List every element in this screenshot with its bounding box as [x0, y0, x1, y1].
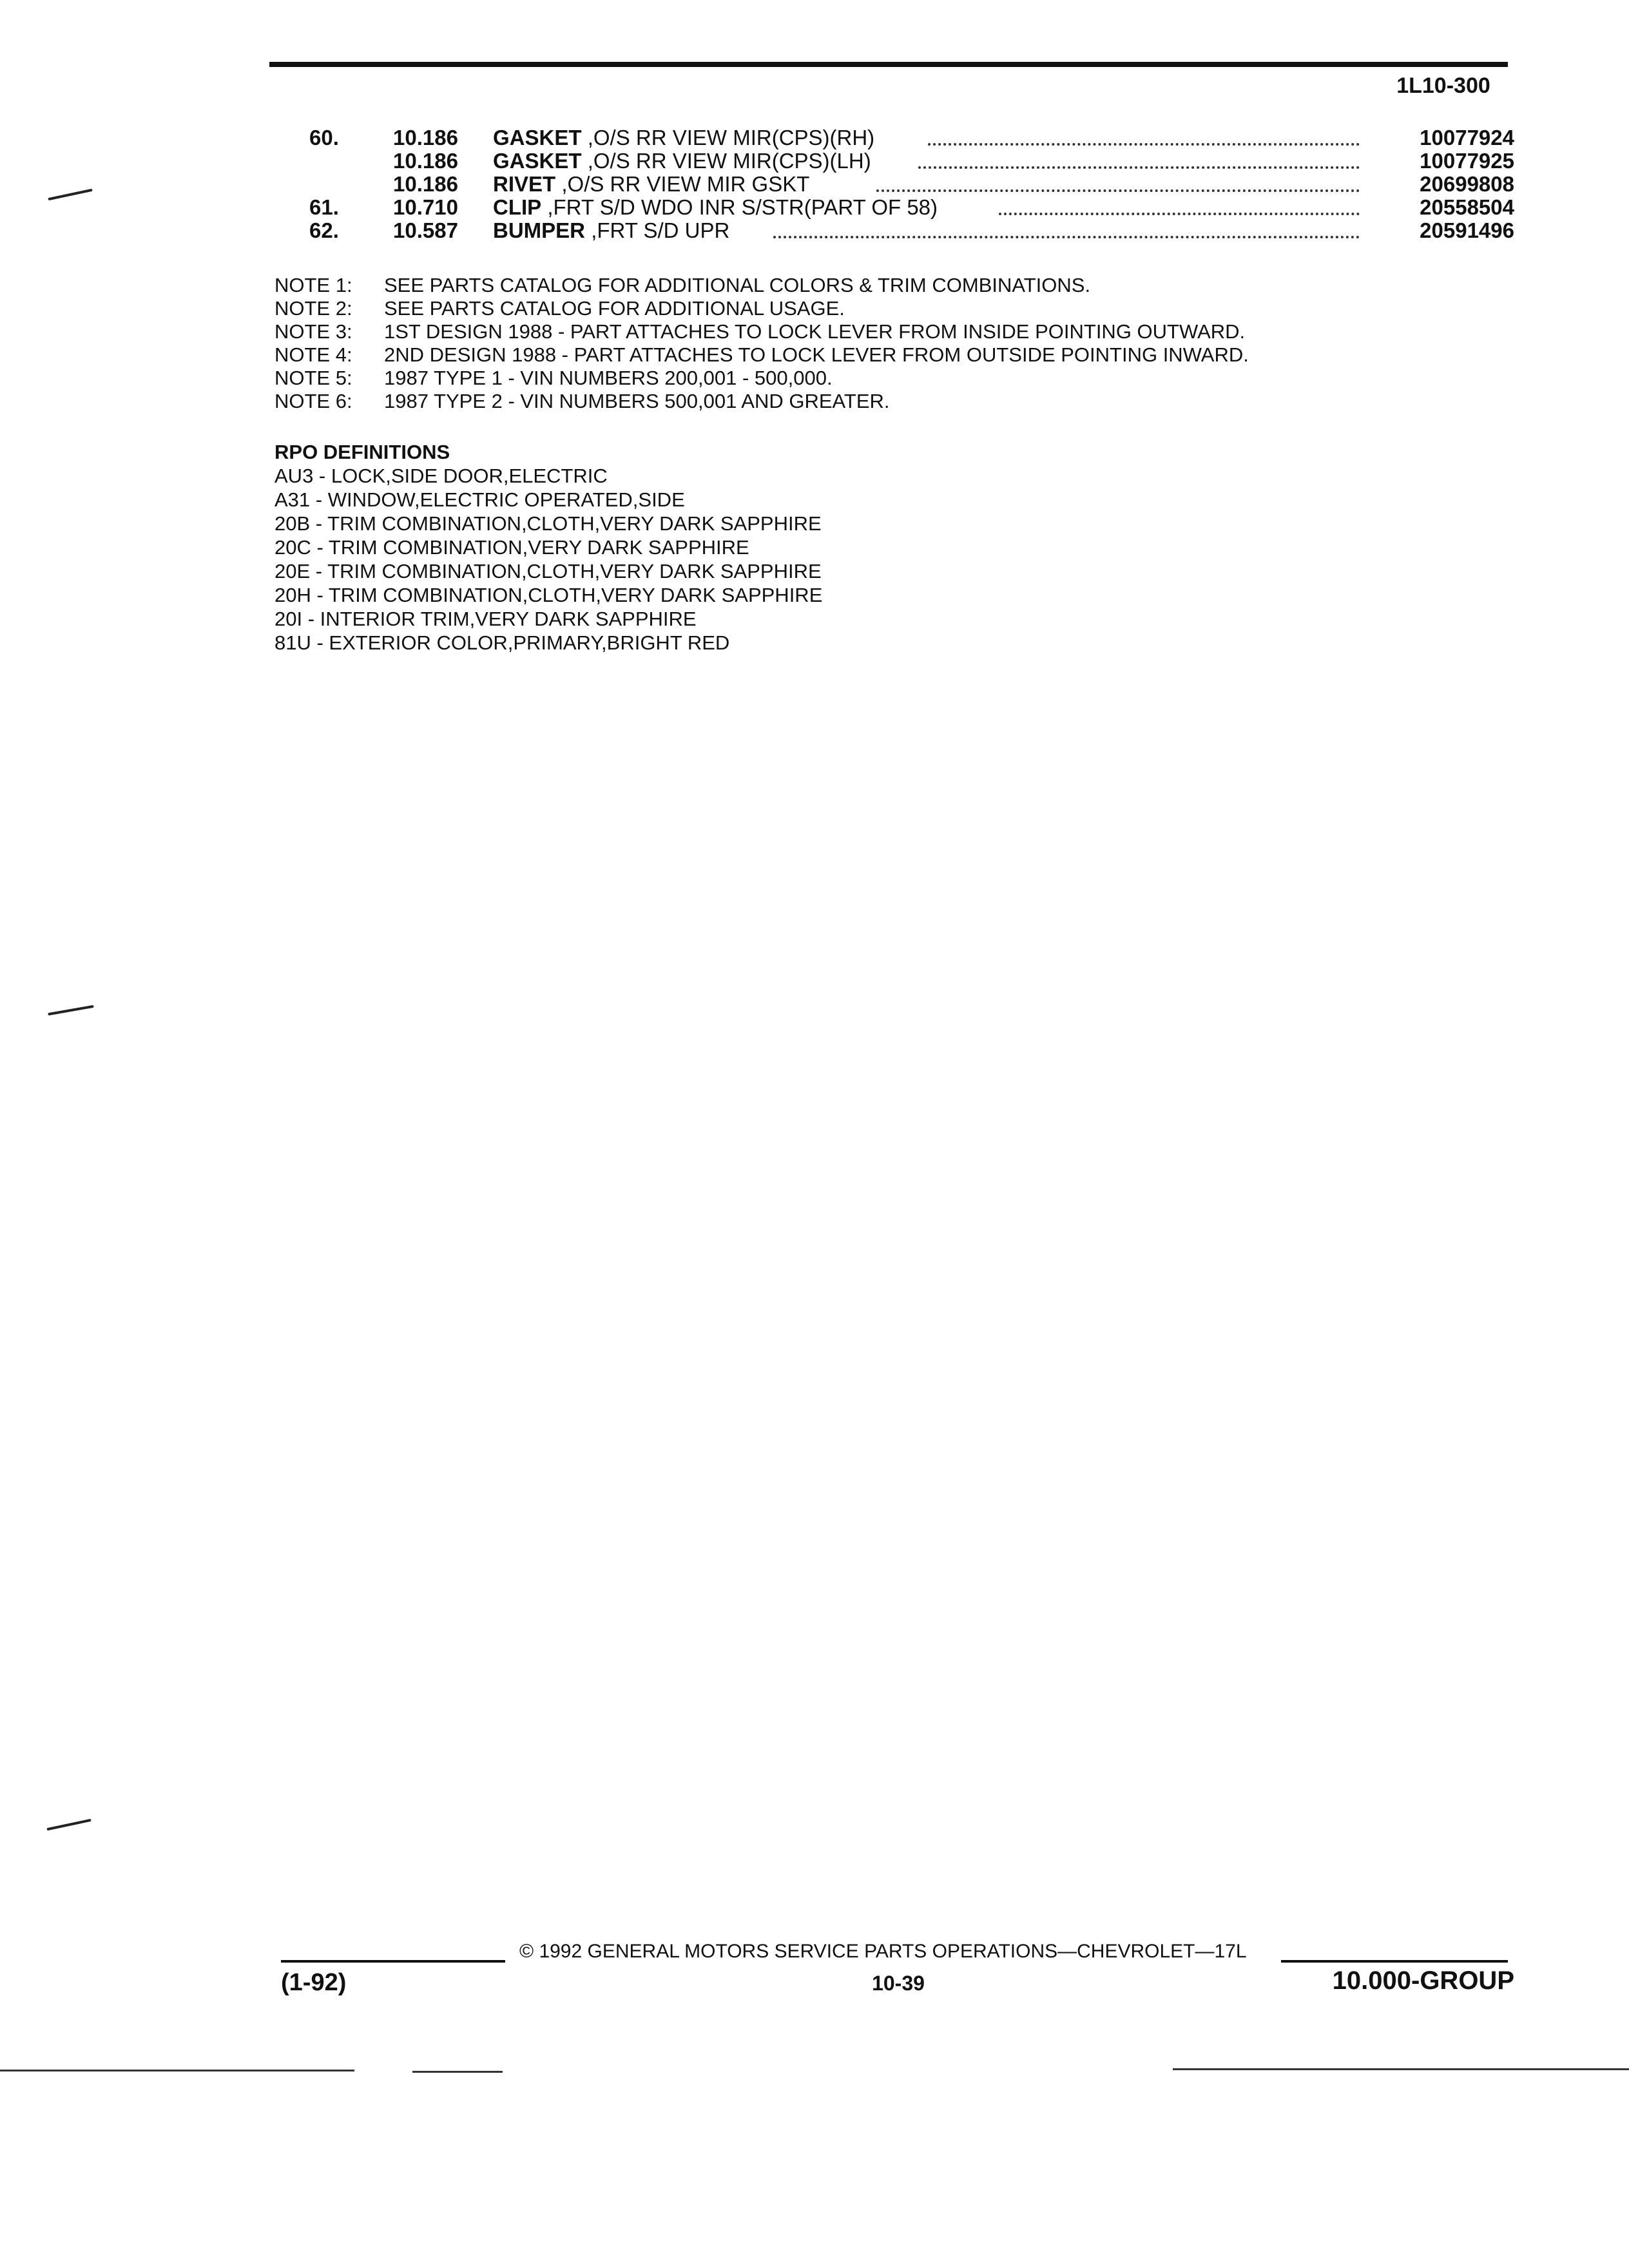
part-name: BUMPER	[493, 218, 586, 242]
group-number: 10.186	[393, 172, 458, 196]
rpo-definition: 20E - TRIM COMBINATION,CLOTH,VERY DARK SAPPHIRE	[275, 560, 822, 582]
header-rule	[269, 62, 1508, 67]
note-tag: NOTE 3:	[275, 320, 352, 343]
group-number: 10.710	[393, 195, 458, 219]
item-number: 62.	[309, 218, 339, 242]
rpo-heading: RPO DEFINITIONS	[275, 441, 450, 463]
note-tag: NOTE 4:	[275, 343, 352, 366]
footer-group: 10.000-GROUP	[1332, 1966, 1514, 1995]
footer-rule-left	[281, 1960, 505, 1963]
part-row	[309, 126, 1514, 149]
part-row	[309, 149, 1514, 173]
footer-date-code: (1-92)	[281, 1969, 347, 1996]
footer-copyright: © 1992 GENERAL MOTORS SERVICE PARTS OPERATIONS—CHEVROLET—17L	[519, 1941, 1247, 1962]
rpo-definition: 20C - TRIM COMBINATION,VERY DARK SAPPHIRE	[275, 536, 749, 559]
part-description	[493, 173, 809, 196]
part-description	[493, 196, 938, 219]
note-tag: NOTE 1:	[275, 274, 352, 296]
rpo-definition: 20B - TRIM COMBINATION,CLOTH,VERY DARK SAPPHIRE	[275, 512, 822, 535]
part-description	[493, 149, 871, 173]
dot-leader	[773, 236, 1360, 238]
dot-leader	[918, 166, 1360, 169]
note-text: 1987 TYPE 2 - VIN NUMBERS 500,001 AND GREATER.	[384, 390, 890, 412]
part-name: RIVET	[493, 172, 556, 196]
scan-edge-line	[1173, 2068, 1629, 2070]
group-number: 10.186	[393, 126, 458, 149]
note-line	[275, 320, 1499, 343]
dot-leader	[999, 213, 1360, 215]
part-row	[309, 196, 1514, 219]
group-number: 10.587	[393, 218, 458, 242]
part-name: GASKET	[493, 149, 582, 173]
part-desc: ,O/S RR VIEW MIR(CPS)(RH)	[587, 126, 875, 149]
footer-page-number: 10-39	[872, 1972, 925, 1995]
part-number: 10077924	[1420, 126, 1514, 149]
part-number: 20558504	[1420, 195, 1514, 219]
part-desc: ,O/S RR VIEW MIR GSKT	[561, 172, 810, 196]
part-name: CLIP	[493, 195, 542, 219]
rpo-definition: AU3 - LOCK,SIDE DOOR,ELECTRIC	[275, 465, 608, 487]
part-row	[309, 219, 1514, 242]
note-line	[275, 367, 1499, 390]
note-line	[275, 390, 1499, 413]
page-code: 1L10-300	[1396, 73, 1490, 98]
part-description	[493, 219, 729, 242]
note-text: 1ST DESIGN 1988 - PART ATTACHES TO LOCK LEVER FROM INSIDE POINTING OUTWARD.	[384, 320, 1246, 343]
note-tag: NOTE 6:	[275, 390, 352, 412]
rpo-definition: A31 - WINDOW,ELECTRIC OPERATED,SIDE	[275, 488, 685, 511]
notes-section	[275, 274, 1499, 413]
part-number: 20591496	[1420, 218, 1514, 242]
note-text: SEE PARTS CATALOG FOR ADDITIONAL USAGE.	[384, 297, 845, 320]
part-number: 20699808	[1420, 172, 1514, 196]
rpo-definition: 81U - EXTERIOR COLOR,PRIMARY,BRIGHT RED	[275, 631, 730, 654]
footer-rule-right	[1281, 1960, 1508, 1963]
part-description	[493, 126, 874, 149]
note-line	[275, 343, 1499, 367]
note-text: 1987 TYPE 1 - VIN NUMBERS 200,001 - 500,000.	[384, 367, 833, 389]
rpo-definition: 20I - INTERIOR TRIM,VERY DARK SAPPHIRE	[275, 608, 697, 630]
part-number: 10077925	[1420, 149, 1514, 173]
part-desc: ,FRT S/D UPR	[591, 218, 730, 242]
part-desc: ,FRT S/D WDO INR S/STR(PART OF 58)	[547, 195, 938, 219]
rpo-definitions	[275, 440, 1241, 655]
part-desc: ,O/S RR VIEW MIR(CPS)(LH)	[587, 149, 871, 173]
parts-list	[309, 126, 1514, 242]
rpo-definition: 20H - TRIM COMBINATION,CLOTH,VERY DARK SAPPHIRE	[275, 584, 823, 606]
dot-leader	[876, 189, 1360, 192]
note-tag: NOTE 5:	[275, 367, 352, 389]
note-line	[275, 274, 1499, 297]
note-tag: NOTE 2:	[275, 297, 352, 320]
binder-hole-mark	[48, 189, 92, 200]
dot-leader	[928, 143, 1360, 146]
group-number: 10.186	[393, 149, 458, 173]
note-text: SEE PARTS CATALOG FOR ADDITIONAL COLORS & TRIM COMBINATIONS.	[384, 274, 1091, 296]
binder-hole-mark	[46, 1819, 91, 1831]
item-number: 61.	[309, 195, 339, 219]
part-name: GASKET	[493, 126, 582, 149]
note-line	[275, 297, 1499, 320]
scan-edge-line	[412, 2071, 503, 2073]
part-row	[309, 173, 1514, 196]
item-number: 60.	[309, 126, 339, 149]
note-text: 2ND DESIGN 1988 - PART ATTACHES TO LOCK LEVER FROM OUTSIDE POINTING INWARD.	[384, 343, 1249, 366]
binder-hole-mark	[48, 1005, 94, 1015]
scan-edge-line	[0, 2070, 354, 2071]
